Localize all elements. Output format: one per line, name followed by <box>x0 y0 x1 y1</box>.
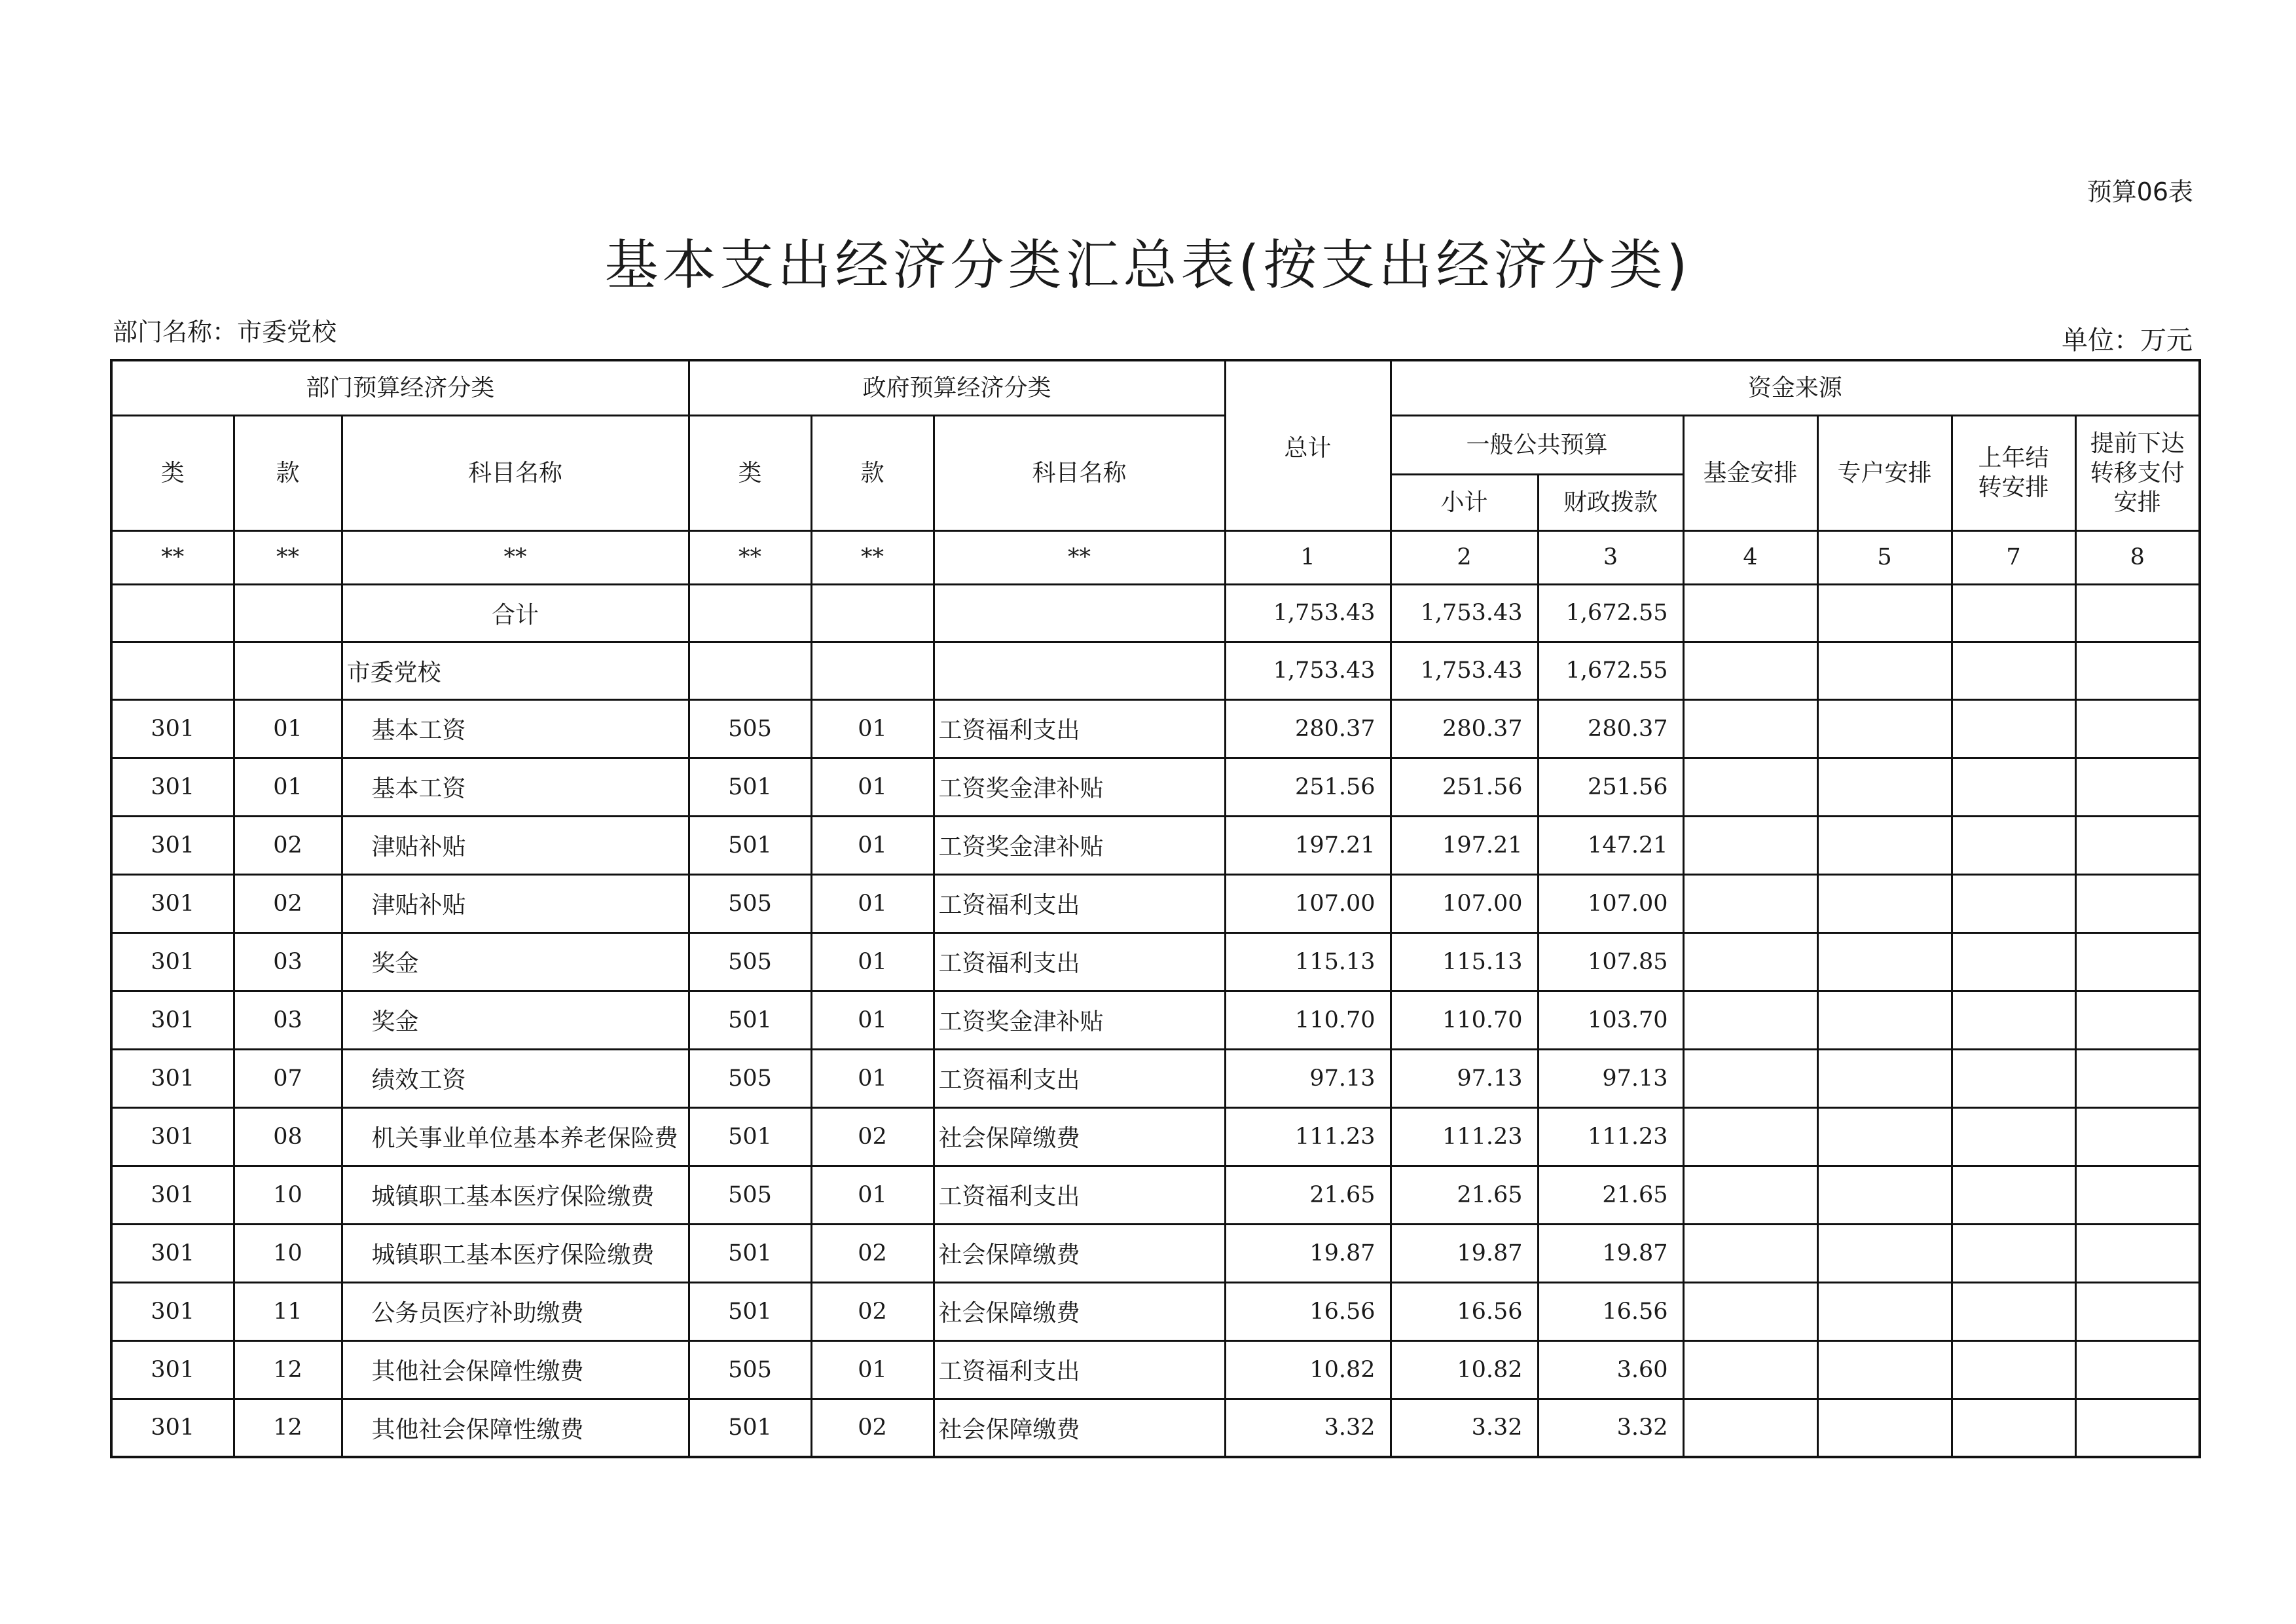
row-subtotal: 21.65 <box>1391 1166 1538 1224</box>
empty-cell <box>1952 642 2075 699</box>
table-row <box>111 932 2200 991</box>
row-carryover <box>1952 699 2075 758</box>
row-gov-lei: 501 <box>689 1224 811 1282</box>
table-row <box>111 1166 2200 1224</box>
row-total: 251.56 <box>1225 758 1391 816</box>
index-cell: ** <box>689 530 811 584</box>
row-special <box>1817 758 1952 816</box>
row-fund <box>1683 991 1817 1049</box>
row-gov-kuan: 01 <box>811 932 934 991</box>
row-subject-name: 其他社会保障性缴费 <box>342 1340 689 1399</box>
row-fiscal: 107.85 <box>1538 932 1683 991</box>
row-subtotal: 3.32 <box>1391 1399 1538 1457</box>
header-gov-lei: 类 <box>689 415 811 530</box>
row-subject-name: 绩效工资 <box>342 1049 689 1107</box>
row-total: 10.82 <box>1225 1340 1391 1399</box>
row-advance <box>2075 1282 2200 1340</box>
header-gov-kuan: 款 <box>811 415 934 530</box>
department-label: 部门名称：市委党校 <box>113 318 337 346</box>
row-subject-name: 津贴补贴 <box>342 874 689 932</box>
row-total: 197.21 <box>1225 816 1391 874</box>
index-cell: ** <box>934 530 1225 584</box>
index-row <box>111 530 2200 584</box>
empty-cell <box>2075 642 2200 699</box>
row-gov-kuan: 01 <box>811 758 934 816</box>
total-subtotal: 1,753.43 <box>1391 584 1538 642</box>
index-cell: 8 <box>2075 530 2200 584</box>
row-gov-subject-name: 社会保障缴费 <box>934 1107 1225 1166</box>
row-subtotal: 111.23 <box>1391 1107 1538 1166</box>
header-subject-name: 科目名称 <box>342 415 689 530</box>
row-gov-lei: 501 <box>689 1107 811 1166</box>
row-gov-lei: 505 <box>689 932 811 991</box>
row-advance <box>2075 816 2200 874</box>
row-total: 111.23 <box>1225 1107 1391 1166</box>
row-fiscal: 21.65 <box>1538 1166 1683 1224</box>
row-fund <box>1683 1399 1817 1457</box>
header-subtotal: 小计 <box>1391 474 1538 530</box>
row-gov-lei: 501 <box>689 758 811 816</box>
row-carryover <box>1952 1049 2075 1107</box>
empty-cell <box>934 584 1225 642</box>
row-lei: 301 <box>111 1166 234 1224</box>
header-lei: 类 <box>111 415 234 530</box>
row-fund <box>1683 1340 1817 1399</box>
row-gov-kuan: 01 <box>811 1166 934 1224</box>
row-special <box>1817 1166 1952 1224</box>
row-gov-kuan: 02 <box>811 1224 934 1282</box>
row-special <box>1817 874 1952 932</box>
row-gov-subject-name: 工资福利支出 <box>934 932 1225 991</box>
row-carryover <box>1952 1107 2075 1166</box>
row-gov-subject-name: 工资福利支出 <box>934 1340 1225 1399</box>
row-kuan: 01 <box>234 699 342 758</box>
row-gov-kuan: 01 <box>811 874 934 932</box>
table-row <box>111 1340 2200 1399</box>
header-gov-group: 政府预算经济分类 <box>689 360 1225 415</box>
row-kuan: 07 <box>234 1049 342 1107</box>
empty-cell <box>1817 642 1952 699</box>
table-row <box>111 991 2200 1049</box>
row-advance <box>2075 1166 2200 1224</box>
row-fiscal: 16.56 <box>1538 1282 1683 1340</box>
row-total: 115.13 <box>1225 932 1391 991</box>
index-cell: 4 <box>1683 530 1817 584</box>
empty-cell <box>689 642 811 699</box>
row-subtotal: 251.56 <box>1391 758 1538 816</box>
row-subject-name: 城镇职工基本医疗保险缴费 <box>342 1224 689 1282</box>
header-advance: 提前下达转移支付安排 <box>2075 415 2200 530</box>
row-gov-kuan: 01 <box>811 1049 934 1107</box>
row-carryover <box>1952 874 2075 932</box>
row-gov-kuan: 02 <box>811 1107 934 1166</box>
empty-cell <box>111 584 234 642</box>
row-special <box>1817 1224 1952 1282</box>
row-subtotal: 107.00 <box>1391 874 1538 932</box>
table-row <box>111 816 2200 874</box>
row-fund <box>1683 1224 1817 1282</box>
row-total: 97.13 <box>1225 1049 1391 1107</box>
row-total: 280.37 <box>1225 699 1391 758</box>
row-carryover <box>1952 758 2075 816</box>
empty-cell <box>689 584 811 642</box>
row-lei: 301 <box>111 1340 234 1399</box>
row-gov-lei: 501 <box>689 1282 811 1340</box>
row-special <box>1817 932 1952 991</box>
department-name: 市委党校 <box>342 642 689 699</box>
row-advance <box>2075 699 2200 758</box>
row-lei: 301 <box>111 1224 234 1282</box>
row-total: 3.32 <box>1225 1399 1391 1457</box>
empty-cell <box>1817 584 1952 642</box>
row-advance <box>2075 991 2200 1049</box>
row-advance <box>2075 874 2200 932</box>
row-fiscal: 3.60 <box>1538 1340 1683 1399</box>
row-subject-name: 机关事业单位基本养老保险费 <box>342 1107 689 1166</box>
header-general-budget: 一般公共预算 <box>1391 415 1683 474</box>
row-kuan: 08 <box>234 1107 342 1166</box>
row-kuan: 12 <box>234 1399 342 1457</box>
row-special <box>1817 699 1952 758</box>
header-special: 专户安排 <box>1817 415 1952 530</box>
row-total: 19.87 <box>1225 1224 1391 1282</box>
row-special <box>1817 991 1952 1049</box>
row-gov-kuan: 01 <box>811 991 934 1049</box>
row-fund <box>1683 1049 1817 1107</box>
row-carryover <box>1952 1166 2075 1224</box>
header-kuan: 款 <box>234 415 342 530</box>
row-gov-subject-name: 工资奖金津补贴 <box>934 816 1225 874</box>
row-gov-kuan: 01 <box>811 816 934 874</box>
row-subject-name: 奖金 <box>342 991 689 1049</box>
row-fund <box>1683 874 1817 932</box>
row-advance <box>2075 1340 2200 1399</box>
row-special <box>1817 1107 1952 1166</box>
row-subtotal: 115.13 <box>1391 932 1538 991</box>
row-special <box>1817 1399 1952 1457</box>
row-total: 107.00 <box>1225 874 1391 932</box>
row-fiscal: 3.32 <box>1538 1399 1683 1457</box>
header-funding-source: 资金来源 <box>1391 360 2200 415</box>
row-subject-name: 城镇职工基本医疗保险缴费 <box>342 1166 689 1224</box>
row-fund <box>1683 1282 1817 1340</box>
row-gov-lei: 505 <box>689 874 811 932</box>
row-fund <box>1683 1166 1817 1224</box>
row-advance <box>2075 1107 2200 1166</box>
empty-cell <box>111 642 234 699</box>
row-gov-subject-name: 工资福利支出 <box>934 874 1225 932</box>
index-cell: 1 <box>1225 530 1391 584</box>
row-subtotal: 97.13 <box>1391 1049 1538 1107</box>
row-gov-kuan: 01 <box>811 1340 934 1399</box>
row-lei: 301 <box>111 1107 234 1166</box>
header-dept-group: 部门预算经济分类 <box>111 360 689 415</box>
row-subtotal: 10.82 <box>1391 1340 1538 1399</box>
header-carryover: 上年结转安排 <box>1952 415 2075 530</box>
row-lei: 301 <box>111 1282 234 1340</box>
index-cell: 2 <box>1391 530 1538 584</box>
empty-cell <box>234 642 342 699</box>
row-lei: 301 <box>111 1049 234 1107</box>
total-fiscal: 1,672.55 <box>1538 584 1683 642</box>
header-gov-subject-name: 科目名称 <box>934 415 1225 530</box>
row-gov-kuan: 01 <box>811 699 934 758</box>
row-kuan: 11 <box>234 1282 342 1340</box>
empty-cell <box>811 584 934 642</box>
row-advance <box>2075 1224 2200 1282</box>
page-title: 基本支出经济分类汇总表(按支出经济分类) <box>604 234 1692 297</box>
row-lei: 301 <box>111 816 234 874</box>
index-cell: ** <box>234 530 342 584</box>
department-row <box>111 642 2200 699</box>
row-gov-kuan: 02 <box>811 1282 934 1340</box>
row-gov-subject-name: 工资福利支出 <box>934 699 1225 758</box>
index-cell: 5 <box>1817 530 1952 584</box>
row-fund <box>1683 758 1817 816</box>
row-subject-name: 其他社会保障性缴费 <box>342 1399 689 1457</box>
table-row <box>111 1107 2200 1166</box>
budget-table <box>110 359 2201 1458</box>
row-total: 21.65 <box>1225 1166 1391 1224</box>
row-lei: 301 <box>111 758 234 816</box>
row-gov-subject-name: 工资奖金津补贴 <box>934 758 1225 816</box>
row-lei: 301 <box>111 1399 234 1457</box>
row-kuan: 01 <box>234 758 342 816</box>
index-cell: ** <box>111 530 234 584</box>
row-gov-subject-name: 社会保障缴费 <box>934 1282 1225 1340</box>
index-cell: ** <box>811 530 934 584</box>
row-special <box>1817 1282 1952 1340</box>
row-gov-lei: 505 <box>689 699 811 758</box>
empty-cell <box>934 642 1225 699</box>
row-fund <box>1683 816 1817 874</box>
empty-cell <box>234 584 342 642</box>
total-label: 合计 <box>342 584 689 642</box>
row-carryover <box>1952 1399 2075 1457</box>
row-carryover <box>1952 1224 2075 1282</box>
row-gov-subject-name: 工资福利支出 <box>934 1166 1225 1224</box>
row-special <box>1817 1340 1952 1399</box>
row-carryover <box>1952 932 2075 991</box>
row-subject-name: 基本工资 <box>342 699 689 758</box>
header-total: 总计 <box>1225 360 1391 530</box>
table-row <box>111 1224 2200 1282</box>
row-subject-name: 基本工资 <box>342 758 689 816</box>
index-cell: ** <box>342 530 689 584</box>
index-cell: 3 <box>1538 530 1683 584</box>
row-gov-lei: 505 <box>689 1340 811 1399</box>
row-fiscal: 280.37 <box>1538 699 1683 758</box>
row-fiscal: 19.87 <box>1538 1224 1683 1282</box>
empty-cell <box>1683 584 1817 642</box>
row-lei: 301 <box>111 932 234 991</box>
row-kuan: 02 <box>234 816 342 874</box>
department-total: 1,753.43 <box>1225 642 1391 699</box>
table-row <box>111 699 2200 758</box>
row-gov-subject-name: 工资福利支出 <box>934 1049 1225 1107</box>
row-gov-lei: 501 <box>689 991 811 1049</box>
row-kuan: 10 <box>234 1166 342 1224</box>
row-kuan: 02 <box>234 874 342 932</box>
row-fiscal: 147.21 <box>1538 816 1683 874</box>
row-subject-name: 奖金 <box>342 932 689 991</box>
row-kuan: 10 <box>234 1224 342 1282</box>
row-gov-lei: 505 <box>689 1166 811 1224</box>
row-total: 110.70 <box>1225 991 1391 1049</box>
unit-label: 单位：万元 <box>2062 325 2193 356</box>
table-row <box>111 1282 2200 1340</box>
row-subtotal: 110.70 <box>1391 991 1538 1049</box>
row-fiscal: 103.70 <box>1538 991 1683 1049</box>
table-row <box>111 874 2200 932</box>
row-total: 16.56 <box>1225 1282 1391 1340</box>
row-gov-subject-name: 工资奖金津补贴 <box>934 991 1225 1049</box>
row-advance <box>2075 932 2200 991</box>
row-kuan: 03 <box>234 932 342 991</box>
empty-cell <box>1683 642 1817 699</box>
row-kuan: 12 <box>234 1340 342 1399</box>
row-fiscal: 97.13 <box>1538 1049 1683 1107</box>
row-carryover <box>1952 991 2075 1049</box>
department-subtotal: 1,753.43 <box>1391 642 1538 699</box>
row-advance <box>2075 1049 2200 1107</box>
empty-cell <box>1952 584 2075 642</box>
row-subject-name: 公务员医疗补助缴费 <box>342 1282 689 1340</box>
row-gov-lei: 505 <box>689 1049 811 1107</box>
row-subtotal: 19.87 <box>1391 1224 1538 1282</box>
index-cell: 7 <box>1952 530 2075 584</box>
row-subtotal: 280.37 <box>1391 699 1538 758</box>
total-row <box>111 584 2200 642</box>
row-kuan: 03 <box>234 991 342 1049</box>
row-gov-subject-name: 社会保障缴费 <box>934 1399 1225 1457</box>
row-advance <box>2075 758 2200 816</box>
row-fiscal: 107.00 <box>1538 874 1683 932</box>
row-carryover <box>1952 1282 2075 1340</box>
row-lei: 301 <box>111 874 234 932</box>
empty-cell <box>2075 584 2200 642</box>
row-subject-name: 津贴补贴 <box>342 816 689 874</box>
row-advance <box>2075 1399 2200 1457</box>
row-gov-lei: 501 <box>689 816 811 874</box>
row-special <box>1817 816 1952 874</box>
row-lei: 301 <box>111 699 234 758</box>
table-row <box>111 1049 2200 1107</box>
row-carryover <box>1952 1340 2075 1399</box>
row-lei: 301 <box>111 991 234 1049</box>
row-fiscal: 251.56 <box>1538 758 1683 816</box>
department-fiscal: 1,672.55 <box>1538 642 1683 699</box>
row-fund <box>1683 1107 1817 1166</box>
row-subtotal: 197.21 <box>1391 816 1538 874</box>
row-gov-kuan: 02 <box>811 1399 934 1457</box>
form-number: 预算06表 <box>2086 177 2193 206</box>
row-carryover <box>1952 816 2075 874</box>
row-fund <box>1683 699 1817 758</box>
header-fund: 基金安排 <box>1683 415 1817 530</box>
row-gov-subject-name: 社会保障缴费 <box>934 1224 1225 1282</box>
header-fiscal: 财政拨款 <box>1538 474 1683 530</box>
row-subtotal: 16.56 <box>1391 1282 1538 1340</box>
table-row <box>111 758 2200 816</box>
table-row <box>111 1399 2200 1457</box>
row-special <box>1817 1049 1952 1107</box>
total-amount: 1,753.43 <box>1225 584 1391 642</box>
row-fund <box>1683 932 1817 991</box>
row-fiscal: 111.23 <box>1538 1107 1683 1166</box>
empty-cell <box>811 642 934 699</box>
row-gov-lei: 501 <box>689 1399 811 1457</box>
